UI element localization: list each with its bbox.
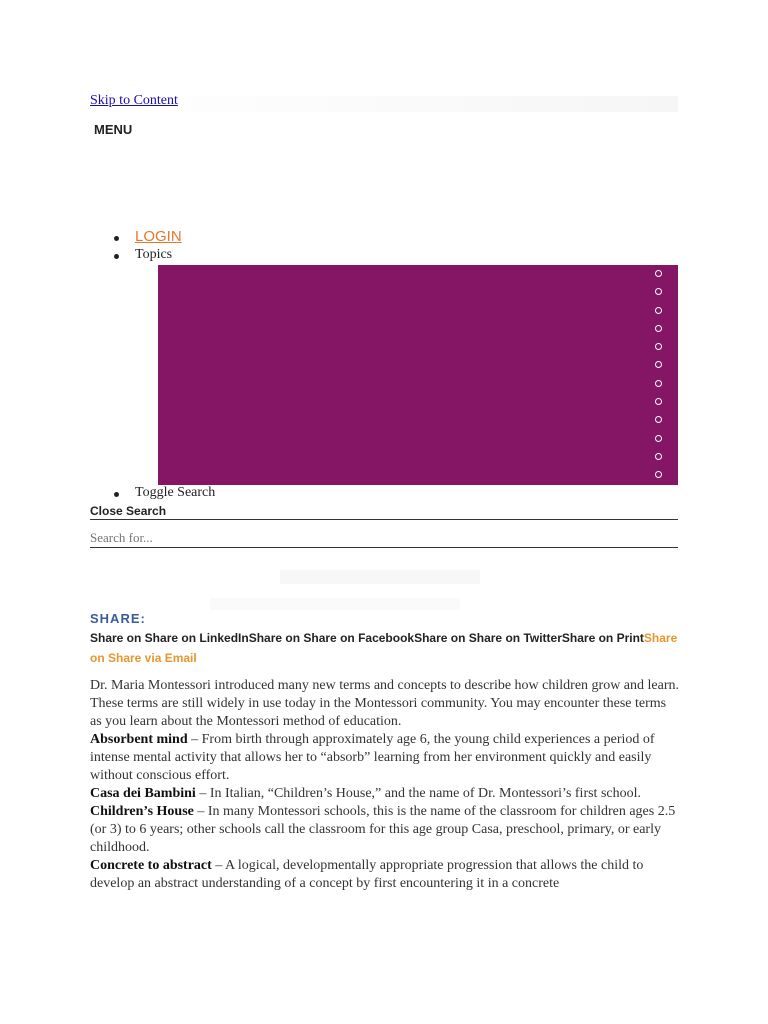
- divider: [90, 547, 678, 548]
- term-name: Absorbent mind: [90, 732, 188, 747]
- article-body: [90, 677, 680, 893]
- submenu-item-icon[interactable]: [655, 380, 662, 387]
- share-email-link[interactable]: Share on Share via Email: [90, 631, 678, 665]
- term-entry: [90, 857, 680, 893]
- header-bar: [90, 96, 678, 112]
- submenu-item-icon[interactable]: [655, 325, 662, 332]
- submenu-item-icon[interactable]: [655, 307, 662, 314]
- share-links: [90, 628, 690, 668]
- submenu-item-icon[interactable]: [655, 416, 662, 423]
- term-entry: [90, 803, 680, 857]
- topics-menu-item[interactable]: Topics: [135, 247, 173, 262]
- faded-title-placeholder: [280, 570, 480, 584]
- menu-button[interactable]: MENU: [94, 122, 133, 137]
- term-name: Concrete to abstract: [90, 858, 212, 873]
- term-definition: – In Italian, “Children’s House,” and the name of Dr. Montessori’s first school.: [195, 786, 642, 801]
- term-name: Casa dei Bambini: [90, 786, 196, 801]
- submenu-item-icon[interactable]: [655, 435, 662, 442]
- skip-to-content-link[interactable]: Skip to Content: [90, 93, 178, 108]
- faded-subtitle-placeholder: [210, 598, 460, 610]
- term-entry: [90, 785, 680, 803]
- bullet-icon: [114, 492, 119, 497]
- bullet-icon: [114, 254, 119, 259]
- share-heading: SHARE:: [90, 611, 146, 626]
- submenu-item-icon[interactable]: [655, 398, 662, 405]
- share-twitter-link[interactable]: Share on Share on Twitter: [414, 631, 562, 645]
- term-name: Children’s House: [90, 804, 194, 819]
- submenu-item-icon[interactable]: [655, 343, 662, 350]
- share-facebook-link[interactable]: Share on Share on Facebook: [248, 631, 415, 645]
- submenu-item-icon[interactable]: [655, 453, 662, 460]
- term-definition: – A logical, developmentally appropriate progression that allows the child to develop an abstract understanding of a concept by first encountering it in a concrete: [90, 858, 644, 891]
- article-intro: Dr. Maria Montessori introduced many new terms and concepts to describe how children grow and learn. These terms are still widely in use today in the Montessori community. You may encounter these terms as you learn about the Montessori method of education.: [90, 678, 679, 729]
- toggle-search-button[interactable]: Toggle Search: [135, 485, 216, 500]
- close-search-button[interactable]: Close Search: [90, 504, 167, 518]
- share-linkedin-link[interactable]: Share on Share on LinkedIn: [90, 631, 249, 645]
- search-input[interactable]: [90, 530, 678, 546]
- divider: [90, 519, 678, 520]
- topics-dropdown-panel: [158, 265, 678, 485]
- term-definition: – From birth through approximately age 6, the young child experiences a period of intense mental activity that allows her to “absorb” learning from her environment quickly and easily without conscious effort.: [90, 732, 655, 783]
- term-entry: [90, 731, 680, 785]
- login-link[interactable]: LOGIN: [135, 228, 182, 245]
- term-definition: – In many Montessori schools, this is the name of the classroom for children ages 2.5 (or 3) to 6 years; other schools call the classroom for this age group Casa, preschool, primary, or early childhood.: [90, 804, 676, 855]
- submenu-item-icon[interactable]: [655, 361, 662, 368]
- submenu-item-icon[interactable]: [655, 270, 662, 277]
- bullet-icon: [114, 236, 119, 241]
- share-print-link[interactable]: Share on Print: [561, 631, 644, 645]
- submenu-item-icon[interactable]: [655, 471, 662, 478]
- submenu-item-icon[interactable]: [655, 288, 662, 295]
